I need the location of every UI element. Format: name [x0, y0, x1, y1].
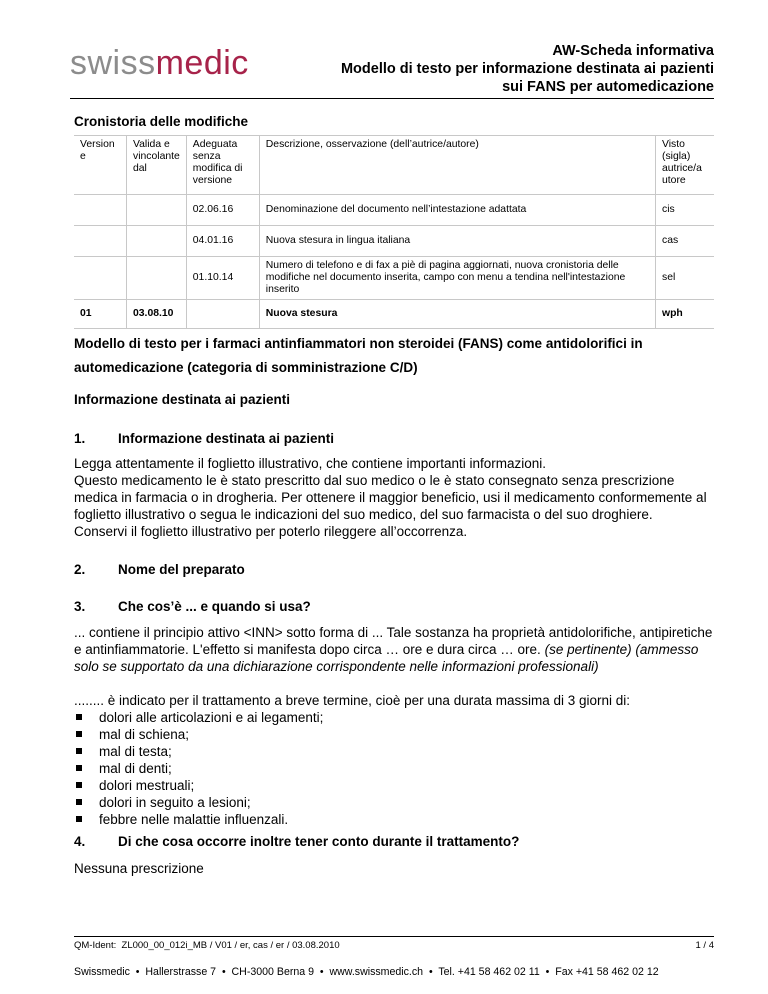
table-row	[74, 300, 714, 329]
table-cell	[127, 257, 187, 300]
table-cell: cis	[656, 195, 715, 226]
table-row	[74, 257, 714, 300]
list-item: dolori alle articolazioni e ai legamenti;	[74, 709, 323, 726]
list-item: dolori mestruali;	[74, 777, 323, 794]
bullet-icon	[76, 714, 82, 720]
table-cell: Nuova stesura	[259, 300, 655, 329]
footer-divider	[74, 936, 714, 937]
table-cell: 01	[74, 300, 127, 329]
bullet-icon	[76, 782, 82, 788]
table-cell	[186, 300, 259, 329]
bullet-icon	[76, 765, 82, 771]
bullet-icon	[76, 731, 82, 737]
table-cell: 01.10.14	[186, 257, 259, 300]
swissmedic-logo: swissmedic	[70, 44, 249, 82]
table-cell: sel	[656, 257, 715, 300]
section-title: Informazione destinata ai pazienti	[118, 431, 335, 446]
table-cell: Denominazione del documento nell’intestazione adattata	[259, 195, 655, 226]
main-title: Modello di testo per i farmaci antinfiammatori non steroidei (FANS) come antidolorifici in automedicazione (categoria di somministrazione C/D)	[74, 336, 643, 375]
list-item: febbre nelle malattie influenzali.	[74, 811, 323, 828]
document-header-title: AW-Scheda informativa Modello di testo per informazione destinata ai pazienti sui FANS per automedicazione	[340, 43, 714, 95]
list-item: mal di schiena;	[74, 726, 323, 743]
table-cell: 02.06.16	[186, 195, 259, 226]
table-cell: Nuova stesura in lingua italiana	[259, 226, 655, 257]
section-title: Che cos’è ... e quando si usa?	[118, 599, 311, 614]
list-item: dolori in seguito a lesioni;	[74, 794, 323, 811]
footer-address: Swissmedic • Hallerstrasse 7 • CH-3000 Berna 9 • www.swissmedic.ch • Tel. +41 58 462 02 11 • Fax +41 58 462 02 12	[74, 966, 659, 978]
section-4-text: Nessuna prescrizione	[74, 861, 204, 876]
bullet-icon	[76, 799, 82, 805]
history-heading: Cronistoria delle modifiche	[74, 114, 249, 129]
sub-title: Informazione destinata ai pazienti	[74, 392, 291, 407]
col-header: Valida e vincolante dal	[127, 136, 187, 195]
section-number: 1.	[74, 431, 86, 446]
table-cell: Numero di telefono e di fax a piè di pagina aggiornati, nuova cronistoria delle modifiche nel documento inserita, campo con menu a tendina nell'intestazione inserito	[259, 257, 655, 300]
col-header: Descrizione, osservazione (dell’autrice/autore)	[259, 136, 655, 195]
page-number: 1 / 4	[695, 940, 714, 951]
section-title: Di che cosa occorre inoltre tener conto durante il trattamento?	[118, 834, 520, 849]
table-cell: cas	[656, 226, 715, 257]
list-item: mal di denti;	[74, 760, 323, 777]
section-1-text: Legga attentamente il foglietto illustrativo, che contiene importanti informazioni. Questo medicamento le è stato prescritto dal suo medico o le è stato consegnato senza prescrizione medica in farmacia o in drogheria. Per ottenere il maggior beneficio, usi il medicamento conformemente al foglietto illustrativo o segua le indicazioni del suo medico, del suo farmacista o del suo droghiere. Conservi il foglietto illustrativo per poterlo rileggere all’occorrenza.	[74, 456, 707, 539]
table-cell: 04.01.16	[186, 226, 259, 257]
col-header: Visto (sigla) autrice/a utore	[656, 136, 715, 195]
table-row	[74, 195, 714, 226]
table-cell	[74, 226, 127, 257]
list-item: mal di testa;	[74, 743, 323, 760]
section-number: 3.	[74, 599, 86, 614]
table-cell: 03.08.10	[127, 300, 187, 329]
col-header: Version e	[74, 136, 127, 195]
section-title: Nome del preparato	[118, 562, 245, 577]
section-3-indication: ........ è indicato per il trattamento a breve termine, cioè per una durata massima di 3 giorni di:	[74, 693, 631, 708]
table-cell: wph	[656, 300, 715, 329]
table-header-row	[74, 136, 714, 195]
bullet-icon	[76, 816, 82, 822]
section-number: 4.	[74, 834, 86, 849]
section-number: 2.	[74, 562, 86, 577]
change-history-table	[74, 135, 714, 329]
table-row	[74, 226, 714, 257]
header-divider	[70, 98, 714, 99]
section-3-text: ... contiene il principio attivo <INN> sotto forma di ... Tale sostanza ha proprietà antidolorifiche, antipiretiche e antinfiammatorie. L'effetto si manifesta dopo circa … ore e dura circa … ore. (se pertinente) (ammesso solo se supportato da una dichiarazione corrispondente nelle informazioni professionali)	[74, 625, 713, 674]
table-cell	[74, 257, 127, 300]
indication-list	[74, 709, 323, 828]
table-cell	[127, 195, 187, 226]
qm-ident: QM-Ident: ZL000_00_012i_MB / V01 / er, cas / er / 03.08.2010	[74, 940, 340, 951]
table-cell	[74, 195, 127, 226]
bullet-icon	[76, 748, 82, 754]
table-cell	[127, 226, 187, 257]
italic-note: (se pertinente) (ammesso solo se supportato da una dichiarazione corrispondente nelle informazioni professionali)	[74, 642, 699, 674]
col-header: Adeguata senza modifica di versione	[186, 136, 259, 195]
